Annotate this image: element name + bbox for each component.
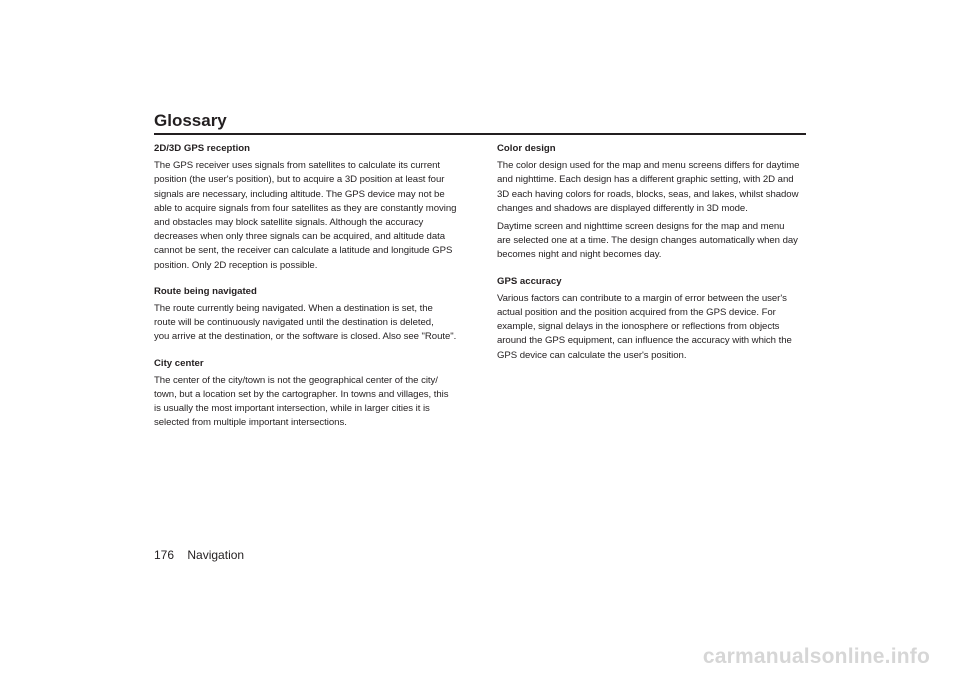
glossary-definition: The color design used for the map and menu screens differs for daytime and nighttime. Each design has a different graphic setting, with 2D and 3D each having colors for roads, blocks, seas, and lakes, whilst shadow changes and shadows are displayed differently in 3D mode.: [497, 160, 800, 214]
glossary-right-column: [497, 140, 809, 373]
glossary-term: Route being navigated: [154, 285, 257, 297]
glossary-definition: The center of the city/town is not the geographical center of the city/ town, but a location set by the cartographer. In towns and villages, this is usually the most important intersection, while in larger cities it is selected from multiple important intersections.: [154, 374, 449, 429]
page-title: Glossary: [154, 111, 227, 130]
glossary-term: 2D/3D GPS reception: [154, 143, 250, 154]
glossary-term: City center: [154, 357, 204, 369]
glossary-entry: [497, 273, 809, 363]
glossary-definition: The route currently being navigated. When a destination is set, the route will be continuously navigated until the destination is deleted, you arrive at the destination, or the software is closed. Also see "Route".: [154, 303, 457, 343]
page-number: 176: [154, 548, 175, 562]
glossary-definition: Daytime screen and nighttime screen designs for the map and menu are selected one at a time. The design changes automatically when day becomes night and night becomes day.: [497, 221, 798, 261]
glossary-left-column: [154, 140, 466, 441]
glossary-definition: Various factors can contribute to a margin of error between the user's actual position and the position acquired from the GPS device. For example, signal delays in the ionosphere or reflections from objects around the GPS equipment, can influence the accuracy with which the GPS device can calculate the user's position.: [497, 292, 792, 361]
glossary-entry: [154, 355, 466, 431]
title-divider: [154, 133, 806, 135]
glossary-definition: The GPS receiver uses signals from satellites to calculate its current position (the user's position), but to acquire a 3D position at least four signals are necessary, including altitude. The GPS device may not be able to acquire signals from four satellites as they are constantly moving and obstacles may block satellite signals. Although the accuracy decreases when only three signals can be acquired, and altitude data cannot be sent, the receiver can calculate a latitude and longitude GPS position. Only 2D reception is possible.: [154, 160, 457, 271]
glossary-entry: [154, 283, 466, 345]
section-name: Navigation: [187, 548, 245, 562]
glossary-entry: [154, 140, 466, 273]
glossary-term: GPS accuracy: [497, 275, 562, 287]
page-footer: [154, 547, 244, 563]
glossary-term: Color design: [497, 143, 556, 154]
glossary-entry: [497, 140, 809, 263]
watermark: carmanualsonline.info: [702, 645, 930, 668]
